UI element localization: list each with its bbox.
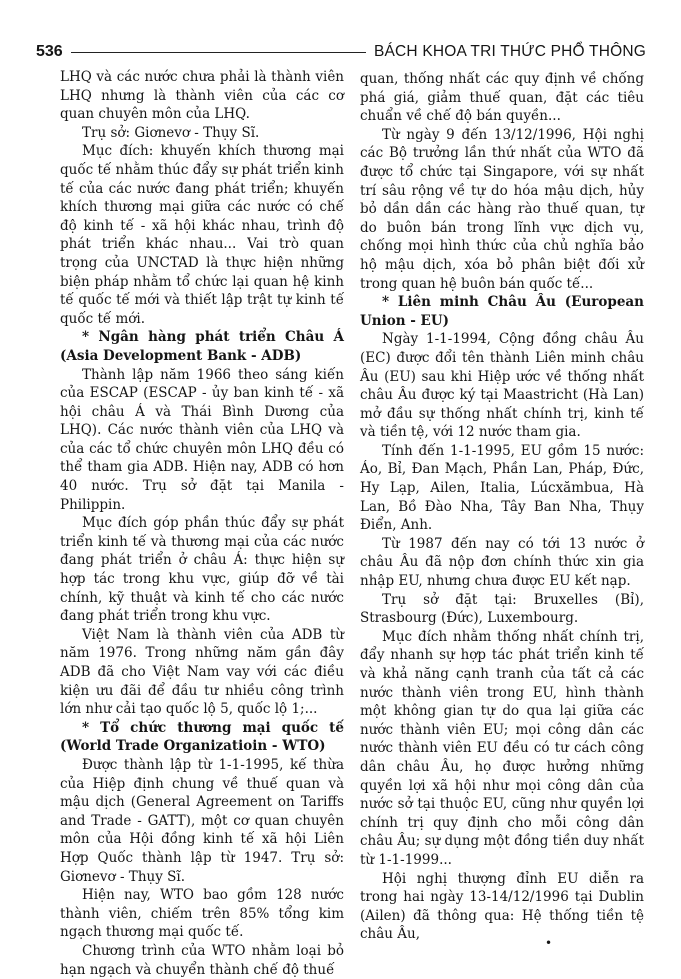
paragraph: Ngày 1-1-1994, Cộng đồng châu Âu (EC) được đổi tên thành Liên minh châu Âu (EU) sau khi Hiệp ước về thống nhất châu Âu được ký tại Maastricht (Hà Lan) mở đầu sự thống nhất chính trị, kinh tế và tiền tệ, với 12 nước tham gia.	[360, 331, 644, 441]
paragraph: Được thành lập từ 1-1-1995, kế thừa của Hiệp định chung về thuế quan và mậu dịch (General Agreement on Tariffs and Trade - GATT), một cơ quan chuyên môn của Hội đồng kinh tế xã hội Liên Hợp Quốc thành lập từ 1947. Trụ sở: Giơnevơ - Thụy Sĩ.	[60, 756, 344, 885]
page-header	[36, 40, 646, 64]
paragraph: Tính đến 1-1-1995, EU gồm 15 nước: Áo, Bỉ, Đan Mạch, Phần Lan, Pháp, Đức, Hy Lạp, Ailen, Italia, Lúcxămbua, Hà Lan, Bồ Đào Nha, Tây Ban Nha, Thụy Điển, Anh.	[360, 442, 644, 534]
paragraph: LHQ và các nước chưa phải là thành viên LHQ nhưng là thành viên của các cơ quan chuyên môn của LHQ.	[60, 69, 344, 123]
right-column	[360, 70, 644, 944]
footer-dot: •	[545, 936, 553, 950]
paragraph: Hội nghị thượng đỉnh EU diễn ra trong hai ngày 13-14/12/1996 tại Dublin (Ailen) đã thông qua: Hệ thống tiền tệ châu Âu,	[360, 870, 644, 943]
paragraph: Chương trình của WTO nhằm loại bỏ hạn ngạch và chuyển thành chế độ thuế	[60, 942, 344, 978]
paragraph: Mục đích nhằm thống nhất chính trị, đẩy nhanh sự hợp tác phát triển kinh tế và khả năng cạnh tranh của tất cả các nước thành viên trong EU, hình thành một không gian tự do qua lại giữa các nước thành viên EU; mọi công dân các nước thành viên EU đều có tư cách công dân châu Âu, họ được hưởng những quyền lợi xã hội như mọi công dân của nước sở tại thuộc EU, cũng như quyền lợi chính trị quy định cho mỗi công dân châu Âu; sự dụng một đồng tiền duy nhất từ 1-1-1999...	[360, 628, 645, 868]
paragraph: Thành lập năm 1966 theo sáng kiến của ESCAP (ESCAP - ủy ban kinh tế - xã hội châu Á và Thái Bình Dương của LHQ). Các nước thành viên của LHQ và của các tổ chức chuyên môn LHQ đều có thể tham gia ADB. Hiện nay, ADB có hơn 40 nước. Trụ sở đặt tại Manila - Philippin.	[60, 366, 344, 513]
paragraph: Trụ sở: Giơnevơ - Thụy Sĩ.	[82, 124, 260, 141]
section-heading-adb: * Ngân hàng phát triển Châu Á (Asia Development Bank - ADB)	[60, 329, 344, 364]
paragraph: Mục đích góp phần thúc đẩy sự phát triển kinh tế và thương mại của các nước đang phát triển ở châu Á: thực hiện sự hợp tác trong khu vực, giúp đỡ về tài chính, kỹ thuật và kinh tế cho các nước đang phát triển trong khu vực.	[60, 515, 344, 625]
paragraph: Việt Nam là thành viên của ADB từ năm 1976. Trong những năm gần đây ADB đã cho Việt Nam vay với các điều kiện ưu đãi để đầu tư nhiều công trình lớn như cải tạo quốc lộ 5, quốc lộ 1;...	[60, 626, 344, 718]
running-title: BÁCH KHOA TRI THỨC PHỔ THÔNG	[373, 43, 646, 60]
left-column	[60, 68, 344, 979]
paragraph: Từ ngày 9 đến 13/12/1996, Hội nghị các Bộ trưởng lần thứ nhất của WTO đã được tổ chức tại Singapore, với sự nhất trí sâu rộng về tự do hóa mậu dịch, hủy bỏ dần dần các hàng rào thuế quan, tự do buôn bán trong lĩnh vực dịch vụ, chống mọi hình thức của chủ nghĩa bảo hộ mậu dịch, xóa bỏ phân biệt đối xử trong quan hệ buôn bán quốc tế...	[360, 126, 644, 292]
header-rule	[71, 52, 366, 53]
paragraph: Trụ sở đặt tại: Bruxelles (Bỉ), Strasbourg (Đức), Luxembourg.	[360, 591, 644, 627]
page-number: 536	[36, 43, 63, 60]
section-heading-wto: * Tổ chức thương mại quốc tế (World Trade Organizatioin - WTO)	[60, 719, 344, 755]
section-heading-eu: * Liên minh Châu Âu (European Union - EU)	[360, 294, 644, 329]
paragraph: Hiện nay, WTO bao gồm 128 nước thành viên, chiếm trên 85% tổng kim ngạch thương mại quốc tế.	[60, 887, 344, 941]
paragraph: Từ 1987 đến nay có tới 13 nước ở châu Âu đã nộp đơn chính thức xin gia nhập EU, nhưng chưa được EU kết nạp.	[360, 535, 644, 590]
paragraph: Mục đích: khuyến khích thương mại quốc tế nhằm thúc đẩy sự phát triển kinh tế của các nước đang phát triển; khuyến khích thương mại giữa các nước có chế độ kinh tế - xã hội khác nhau, trình độ phát triển khác nhau... Vai trò quan trọng của UNCTAD là thực hiện những biện pháp nhằm tổ chức lại quan hệ kinh tế quốc tế mới và thiết lập trật tự kinh tế quốc tế mới.	[60, 143, 344, 327]
paragraph: quan, thống nhất các quy định về chống phá giá, giảm thuế quan, đặt các tiêu chuẩn về chế độ bán quyền...	[360, 71, 644, 125]
